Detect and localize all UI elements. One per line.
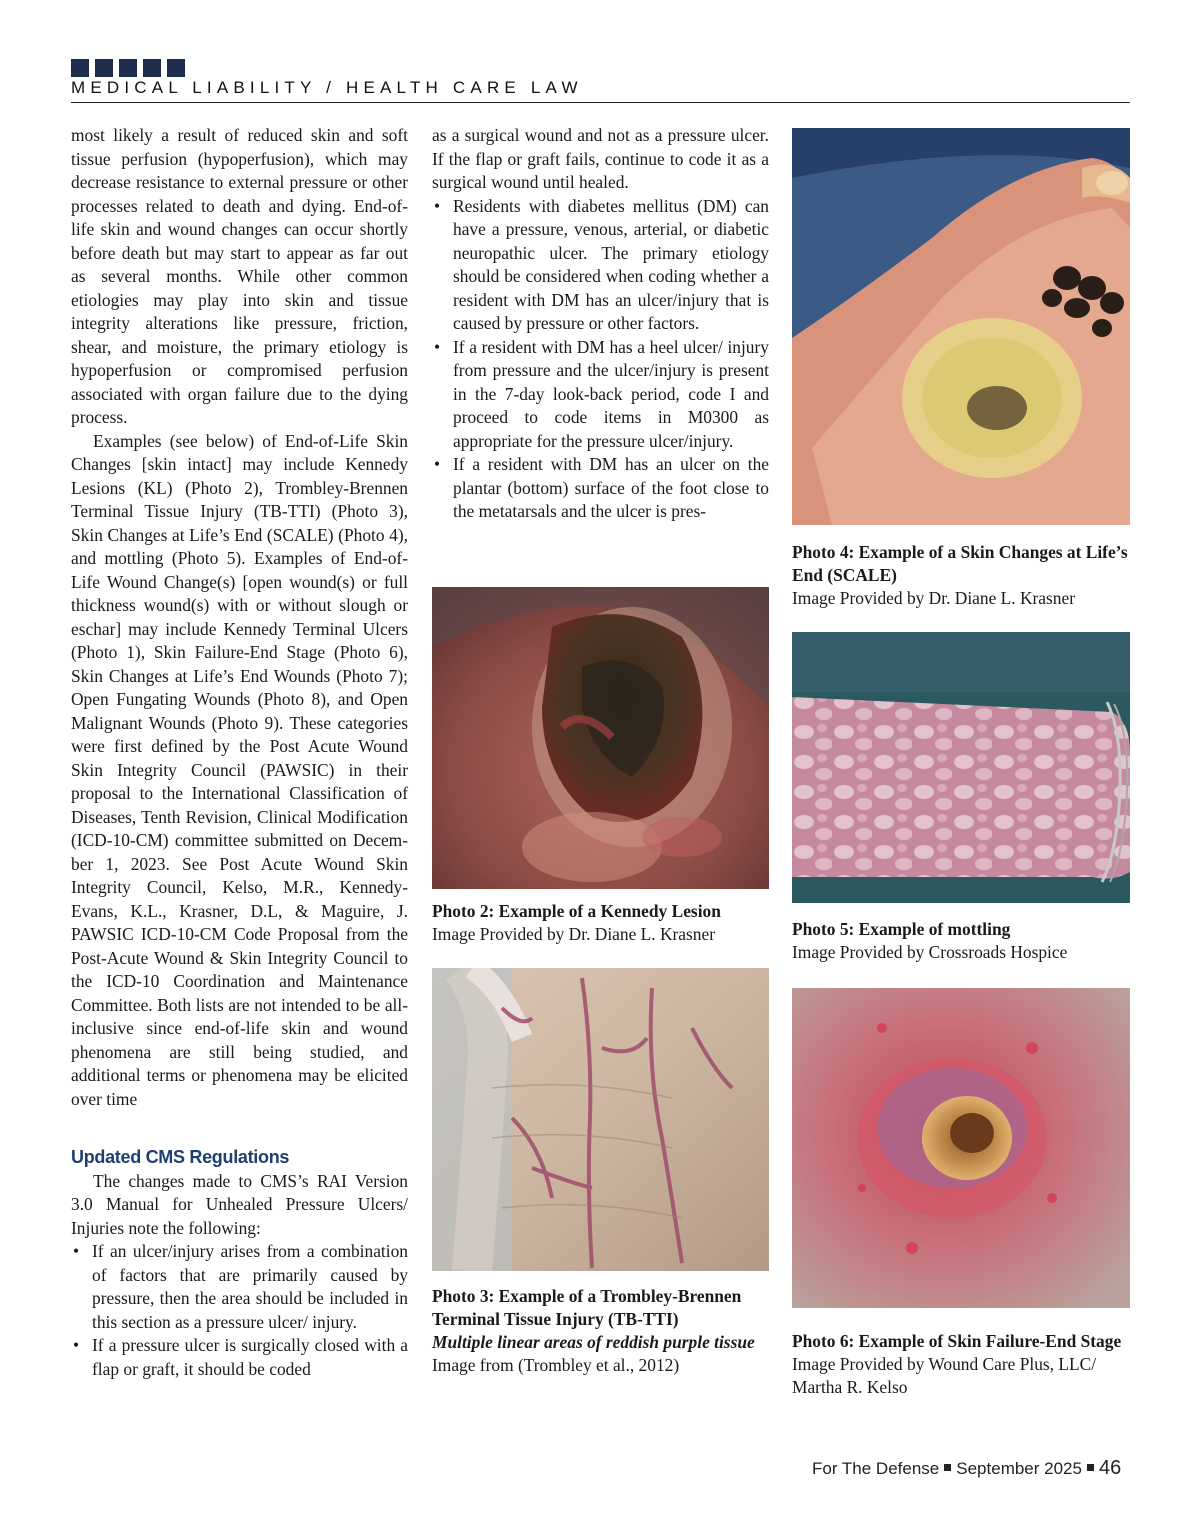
photo-4-caption [792, 541, 1130, 610]
column-left [71, 124, 408, 1381]
photo-4-scale [792, 128, 1130, 525]
publication-name: For The Defense [812, 1459, 940, 1478]
photo-5-mottling [792, 632, 1130, 903]
body-paragraph: Examples (see below) of End-of-Life Skin Changes [skin intact] may include Kennedy Lesions (KL) (Photo 2), Trombley-Brennen Terminal Tissue Injury (TB-TTI) (Photo 3), Skin Changes at Life’s End (SCALE) (Photo 4), and mottling (Photo 5). Examples of End-of-Life Wound Change(s) [open wound(s) or full thickness wound(s) with or without slough or eschar] may include Kennedy Terminal Ulcers (Photo 1), Skin Failure-End Stage (Photo 6), Skin Changes at Life’s End Wounds (Photo 7); Open Fungating Wounds (Photo 8), and Open Malignant Wounds (Photo 9). These categories were first defined by the Post Acute Wound Skin Integrity Council (PAWSIC) in their proposal to the International Classification of Diseases, Tenth Revision, Clinical Modification (ICD-10-CM) committee submitted on December 1, 2023. See Post Acute Wound Skin Integrity Council, Kelso, M.R., Kennedy-Evans, K.L., Krasner, D.L, & Maguire, J. PAWSIC ICD-10-CM Code Proposal from the Post-Acute Wound & Skin Integrity Council to the ICD-10 Coordination and Maintenance Committee. Both lists are not intended to be all-inclusive since end-of-life skin and wound phenomena are still being studied, and additional terms or phenomena may be elicited over time [71, 430, 408, 1109]
caption-title: Photo 2: Example of a Kennedy Lesion [432, 901, 721, 921]
caption-credit: Image Provided by Dr. Diane L. Krasner [432, 924, 715, 944]
caption-credit: Image Provided by Wound Care Plus, LLC/ Martha R. Kelso [792, 1354, 1097, 1397]
photo-6-skin-failure [792, 988, 1130, 1308]
caption-title: Photo 6: Example of Skin Failure-End Stage [792, 1331, 1122, 1351]
body-paragraph: as a surgical wound and not as a pressure ulcer. If the flap or graft fails, continue to code it as a surgical wound until healed. [432, 125, 769, 192]
list-item: • If an ulcer/injury arises from a combination of factors that are primarily caused by pressure, then the area should be included in this section as a pressure ulcer/ injury. [71, 1240, 408, 1334]
photo-2-caption [432, 900, 769, 946]
page-number: 46 [1098, 1457, 1122, 1479]
bullet-list [432, 195, 769, 524]
caption-title: Photo 5: Example of mottling [792, 919, 1011, 939]
list-item: • If a pressure ulcer is surgically closed with a flap or graft, it should be coded [71, 1334, 408, 1381]
body-paragraph: The changes made to CMS’s RAI Version 3.0 Manual for Unhealed Pressure Ulcers/ Injuries note the following: [71, 1170, 408, 1238]
separator-square [1087, 1464, 1094, 1471]
photo-3-caption [432, 1285, 769, 1377]
section-marker-squares [71, 59, 185, 77]
list-item: • If a resident with DM has a heel ulcer/ injury from pressure and the ulcer/injury is present in the 7-day look-back period, code I and proceed to code items in M0300 as appropriate for the pressure ulcer/injury. [432, 336, 769, 454]
bullet-list [71, 1240, 408, 1381]
caption-credit: Image from (Trombley et al., 2012) [432, 1355, 680, 1375]
column-middle [432, 124, 769, 524]
section-title: MEDICAL LIABILITY / HEALTH CARE LAW [71, 78, 583, 97]
separator-square [944, 1464, 951, 1471]
list-item: • Residents with diabetes mellitus (DM) can have a pressure, venous, arterial, or diabetic neuropathic ulcer. The primary etiology should be considered when coding whether a resident with DM has an ulcer/injury that is caused by pressure or other factors. [432, 195, 769, 336]
caption-title: Photo 3: Example of a Trombley-Brennen Terminal Tissue Injury (TB-TTI) [432, 1286, 742, 1329]
caption-credit: Image Provided by Crossroads Hospice [792, 942, 1068, 962]
photo-5-caption [792, 918, 1130, 964]
caption-credit: Image Provided by Dr. Diane L. Krasner [792, 588, 1075, 608]
caption-title: Photo 4: Example of a Skin Changes at Life’s End (SCALE) [792, 542, 1128, 585]
caption-description: Multiple linear areas of reddish purple tissue [432, 1332, 755, 1352]
body-paragraph: most likely a result of reduced skin and soft tissue perfusion (hypoperfusion), which may decrease resistance to external pressure or other processes related to death and dying. End-of-life skin and wound changes can occur shortly before death but may start to appear as far out as several months. While other common etiologies may play into skin and tissue integrity alterations like pressure, friction, shear, and moisture, the primary etiology is hypoperfusion or compromised perfusion associated with organ failure due to the dying process. [71, 125, 408, 427]
page-footer [812, 1457, 1121, 1480]
photo-6-caption [792, 1330, 1130, 1399]
photo-3-tb-tti [432, 968, 769, 1271]
list-item: • If a resident with DM has an ulcer on the plantar (bottom) surface of the foot close to the metatarsals and the ulcer is pres- [432, 453, 769, 524]
issue-date: September 2025 [956, 1459, 1082, 1478]
photo-2-kennedy-lesion [432, 587, 769, 889]
header-rule [71, 102, 1130, 103]
section-subhead: Updated CMS Regulations [71, 1147, 290, 1167]
